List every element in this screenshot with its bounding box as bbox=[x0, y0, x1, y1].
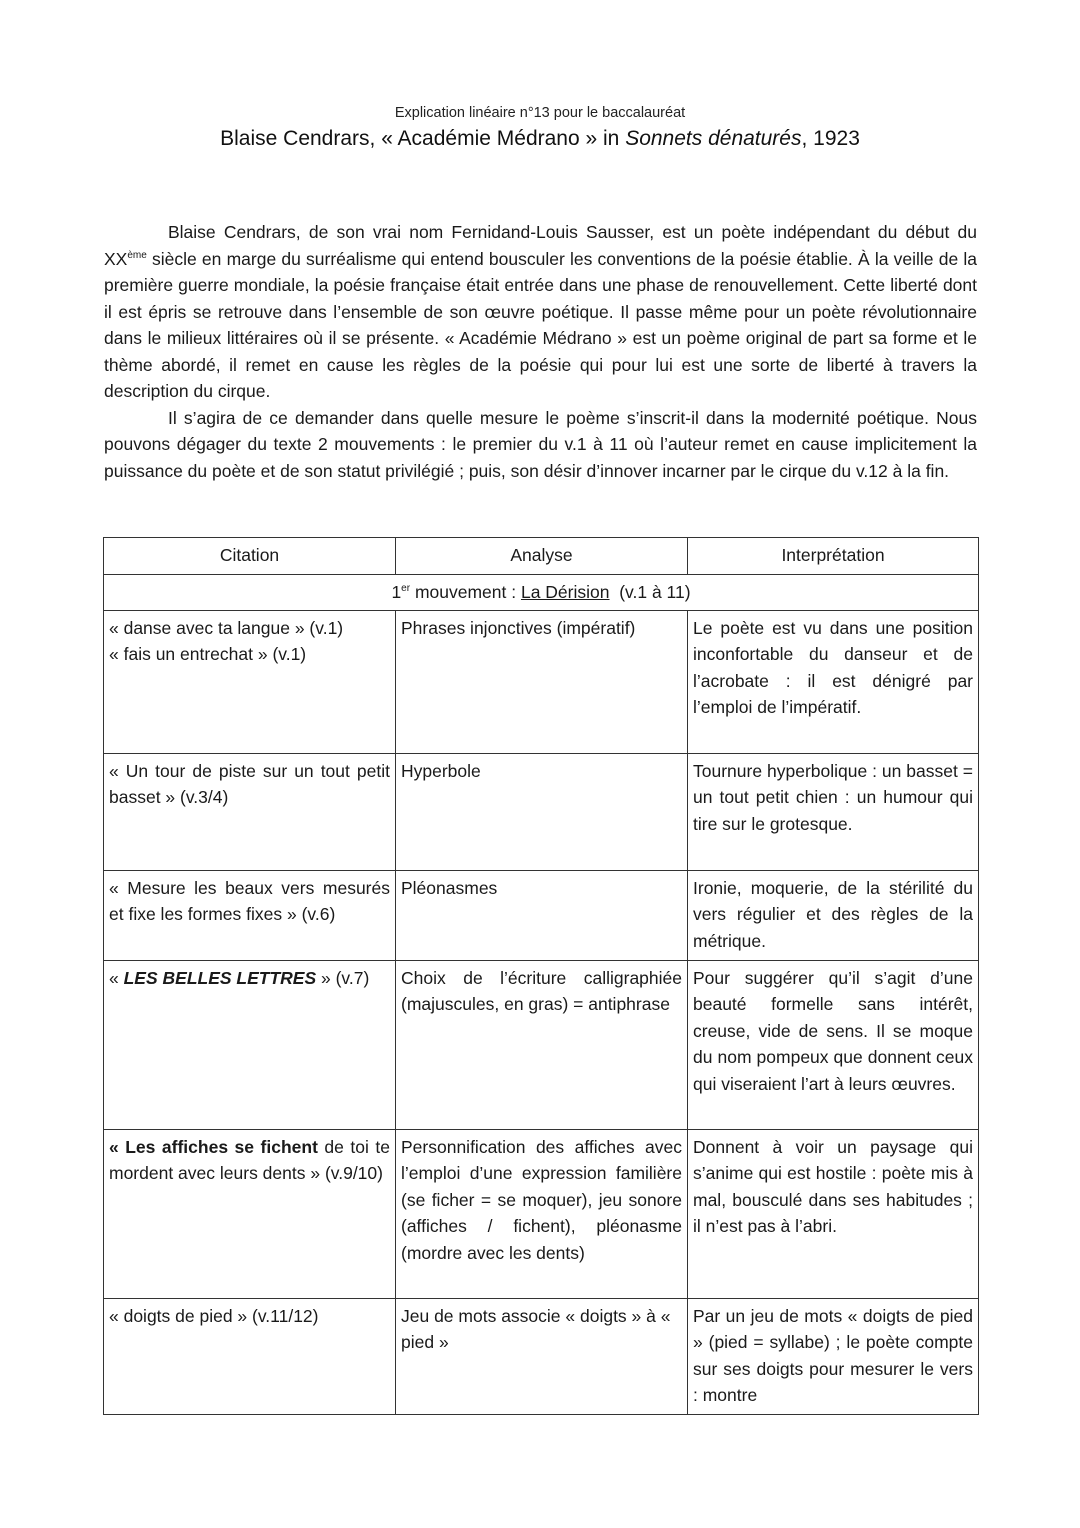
title-year: , 1923 bbox=[801, 127, 860, 150]
analyse-cell: Jeu de mots associe « doigts » à « pied » bbox=[396, 1298, 688, 1414]
table-header-row bbox=[104, 538, 979, 575]
interpretation-cell: Le poète est vu dans une position inconfortable du danseur et de l’acrobate : il est dénigré par l’emploi de l’impératif. bbox=[688, 610, 979, 753]
table-row bbox=[104, 1129, 979, 1298]
analyse-cell: Choix de l’écriture calligraphiée (majuscules, en gras) = antiphrase bbox=[396, 960, 688, 1129]
citation-cell: « danse avec ta langue » (v.1) « fais un entrechat » (v.1) bbox=[104, 610, 396, 753]
intro-paragraph-2: Il s’agira de ce demander dans quelle mesure le poème s’inscrit-il dans la modernité poétique. Nous pouvons dégager du texte 2 mouvements : le premier du v.1 à 11 où l’auteur remet en cause implicitement la puissance du poète et de son statut privilégié ; puis, son désir d’innover incarner par le cirque du v.12 à la fin. bbox=[104, 407, 977, 481]
document-subtitle: Explication linéaire n°13 pour le baccalauréat bbox=[394, 105, 686, 121]
analyse-cell: Hyperbole bbox=[396, 753, 688, 870]
table-row bbox=[104, 960, 979, 1129]
citation-cell: « LES BELLES LETTRES » (v.7) bbox=[104, 960, 396, 1129]
header-citation: Citation bbox=[104, 538, 396, 575]
interpretation-cell: Donnent à voir un paysage qui s’anime qui est hostile : poète mis à mal, bousculé dans ses habitudes ; il n’est pas à l’abri. bbox=[688, 1129, 979, 1298]
analysis-table bbox=[103, 537, 979, 1415]
table-row bbox=[104, 1298, 979, 1414]
title-work: Sonnets dénaturés bbox=[625, 127, 802, 150]
analyse-cell: Personnification des affiches avec l’emploi d’une expression familière (se ficher = se moquer), jeu sonore (affiches / fichent), pléonasme (mordre avec les dents) bbox=[396, 1129, 688, 1298]
interpretation-cell: Ironie, moquerie, de la stérilité du vers régulier et des règles de la métrique. bbox=[688, 870, 979, 960]
document-title bbox=[0, 127, 1080, 151]
interpretation-cell: Tournure hyperbolique : un basset = un tout petit chien : un humour qui tire sur le grotesque. bbox=[688, 753, 979, 870]
citation-cell: « Mesure les beaux vers mesurés et fixe les formes fixes » (v.6) bbox=[104, 870, 396, 960]
movement-row bbox=[104, 575, 979, 611]
citation-cell: « doigts de pied » (v.11/12) bbox=[104, 1298, 396, 1414]
interpretation-cell: Pour suggérer qu’il s’agit d’une beauté formelle sans intérêt, creuse, vide de sens. Il se moque du nom pompeux que donnent ceux qui viseraient l’art à leurs œuvres. bbox=[688, 960, 979, 1129]
table-row bbox=[104, 870, 979, 960]
citation-cell: « Un tour de piste sur un tout petit basset » (v.3/4) bbox=[104, 753, 396, 870]
interpretation-cell: Par un jeu de mots « doigts de pied » (pied = syllabe) ; le poète compte sur ses doigts pour mesurer le vers : montre bbox=[688, 1298, 979, 1414]
title-author: Blaise Cendrars, « Académie Médrano » in bbox=[220, 127, 626, 150]
movement-title: La Dérision bbox=[520, 582, 610, 602]
introduction bbox=[104, 219, 977, 484]
intro-paragraph-1: Blaise Cendrars, de son vrai nom Fernidand-Louis Sausser, est un poète indépendant du début du XXème siècle en marge du surréalisme qui entend bousculer les conventions de la poésie établie. À la veille de la première guerre mondiale, la poésie française était entrée dans une phase de renouvellement. Cette liberté dont il est épris se retrouve dans l’ensemble de son œuvre poétique. Il passe même pour un poète révolutionnaire dans le milieux littéraires où il se présente. « Académie Médrano » est un poème original de part sa forme et le thème abordé, il remet en cause les règles de la poésie qui pour lui est une sorte de liberté à travers la description du cirque. bbox=[104, 222, 977, 401]
analyse-cell: Pléonasmes bbox=[396, 870, 688, 960]
table-row bbox=[104, 610, 979, 753]
movement-heading: 1er mouvement : La Dérision (v.1 à 11) bbox=[104, 575, 979, 611]
citation-cell: « Les affiches se fichent de toi te mordent avec leurs dents » (v.9/10) bbox=[104, 1129, 396, 1298]
header-interpretation: Interprétation bbox=[688, 538, 979, 575]
header-analyse: Analyse bbox=[396, 538, 688, 575]
analyse-cell: Phrases injonctives (impératif) bbox=[396, 610, 688, 753]
table-row bbox=[104, 753, 979, 870]
